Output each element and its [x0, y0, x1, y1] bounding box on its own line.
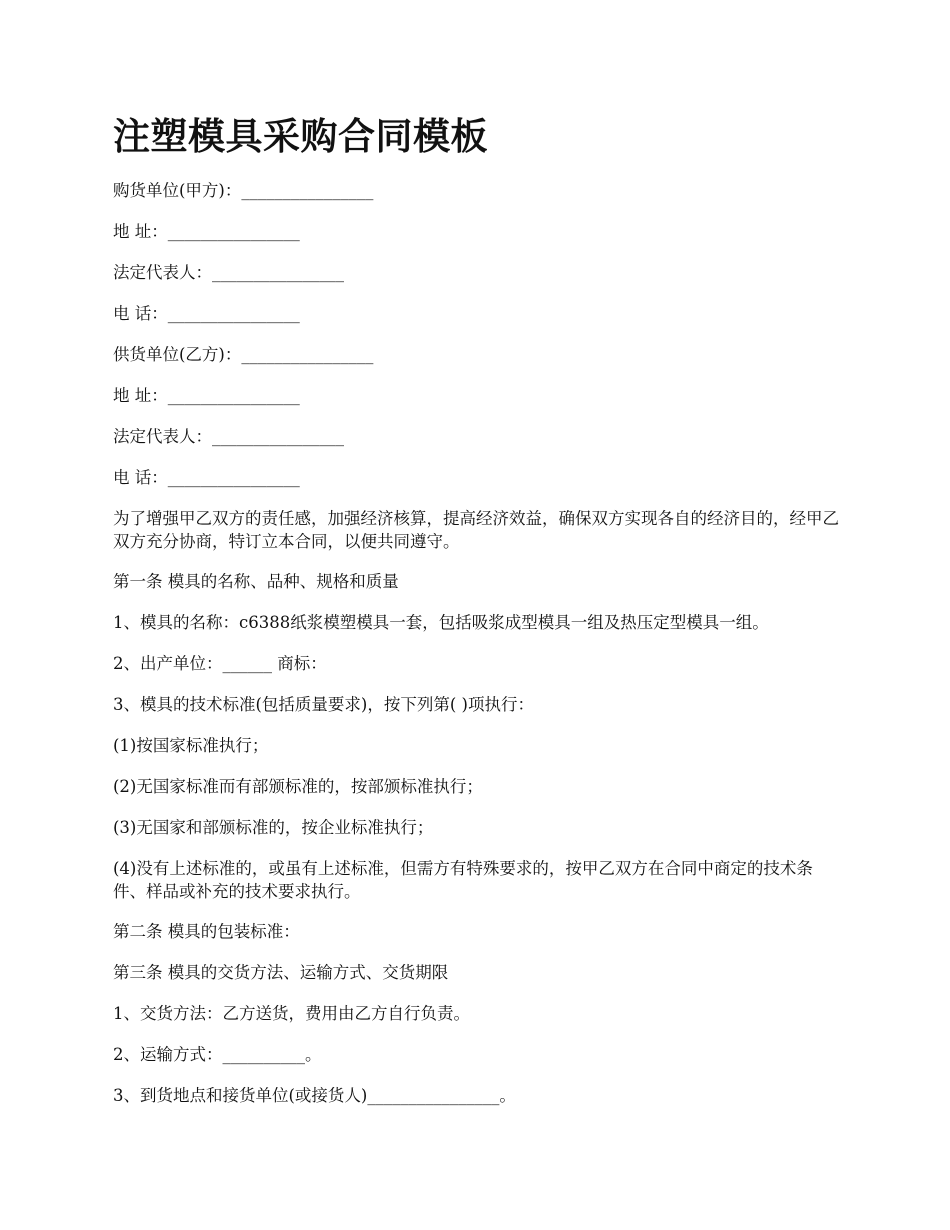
article-1-heading: 第一条 模具的名称、品种、规格和质量 [113, 572, 399, 591]
standard-option-4: (4)没有上述标准的，或虽有上述标准，但需方有特殊要求的，按甲乙双方在合同中商定的技术条件、样品或补充的技术要求执行。 [113, 859, 813, 901]
standard-option-3: (3)无国家和部颁标准的，按企业标准执行； [113, 818, 434, 837]
delivery-location-clause: 3、到货地点和接货单位(或接货人)________________。 [113, 1086, 516, 1105]
standard-option-2: (2)无国家标准而有部颁标准的，按部颁标准执行； [113, 777, 483, 796]
standard-option-1: (1)按国家标准执行； [113, 736, 269, 755]
buyer-legal-rep-line: 法定代表人：________________ [113, 263, 344, 282]
preamble-paragraph: 为了增强甲乙双方的责任感，加强经济核算，提高经济效益，确保双方实现各自的经济目的，经甲乙双方充分协商，特订立本合同，以便共同遵守。 [113, 509, 839, 551]
supplier-unit-line: 供货单位(乙方)：________________ [113, 345, 374, 364]
supplier-phone-line: 电 话：________________ [113, 468, 300, 487]
supplier-address-line: 地 址：________________ [113, 386, 300, 405]
supplier-legal-rep-line: 法定代表人：________________ [113, 427, 344, 446]
buyer-phone-line: 电 话：________________ [113, 304, 300, 323]
article-2-heading: 第二条 模具的包装标准： [113, 922, 300, 941]
delivery-method-clause: 1、交货方法：乙方送货，费用由乙方自行负责。 [113, 1004, 470, 1023]
transport-method-clause: 2、运输方式：__________。 [113, 1045, 322, 1064]
producer-clause: 2、出产单位：______ 商标： [113, 654, 327, 673]
mold-name-clause: 1、模具的名称：c6388纸浆模塑模具一套，包括吸浆成型模具一组及热压定型模具一组。 [113, 613, 769, 632]
technical-standard-clause: 3、模具的技术标准(包括质量要求)，按下列第( )项执行： [113, 695, 534, 714]
document-title: 注塑模具采购合同模板 [113, 114, 488, 158]
buyer-unit-line: 购货单位(甲方)：________________ [113, 181, 374, 200]
buyer-address-line: 地 址：________________ [113, 222, 300, 241]
document-page [113, 112, 843, 1125]
article-3-heading: 第三条 模具的交货方法、运输方式、交货期限 [113, 963, 449, 982]
